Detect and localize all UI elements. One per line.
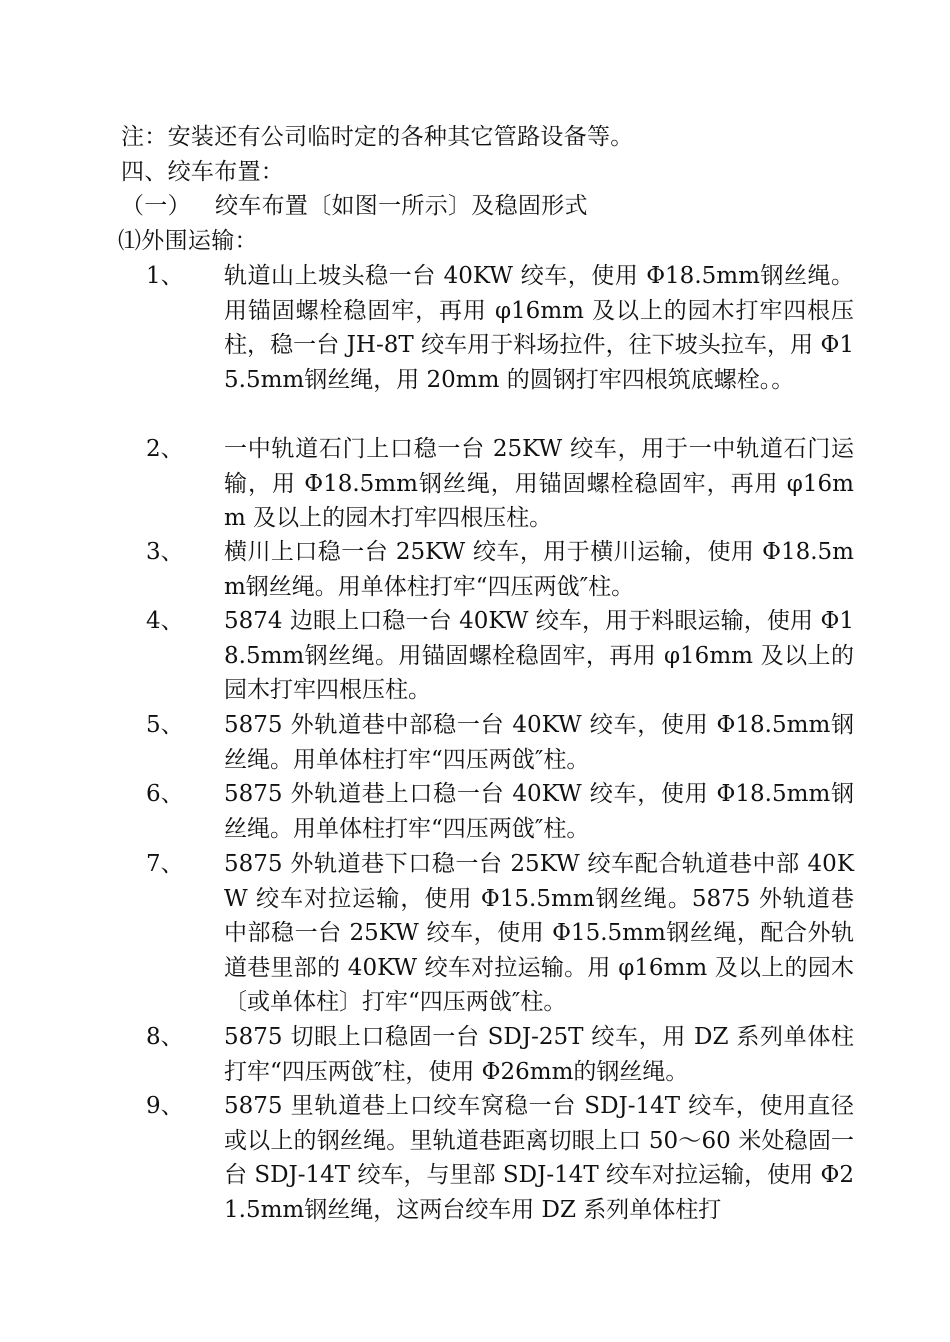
- subsection-heading: [121, 189, 588, 223]
- list-item-text: 5875 切眼上口稳固一台 SDJ-25T 绞车，用 DZ 系列单体柱打牢“四压两戗″柱，使用 Φ26mm的钢丝绳。: [224, 1024, 854, 1085]
- list-item-text: 横川上口稳一台 25KW 绞车，用于横川运输，使用 Φ18.5mm钢丝绳。用单体柱打牢“四压两戗″柱。: [224, 539, 854, 600]
- subsection-label: （一）: [121, 193, 191, 219]
- list-item-text: 轨道山上坡头稳一台 40KW 绞车，使用 Φ18.5mm钢丝绳。用锚固螺栓稳固牢，再用 φ16mm 及以上的园木打牢四根压柱，稳一台 JH-8T 绞车用于料场拉件，往下坡头拉车，用 Φ15.5mm钢丝绳，用 20mm 的圆钢打牢四根筑底螺栓。。: [224, 263, 854, 393]
- list-item-text: 一中轨道石门上口稳一台 25KW 绞车，用于一中轨道石门运输，用 Φ18.5mm钢丝绳，用锚固螺栓稳固牢，再用 φ16mm 及以上的园木打牢四根压柱。: [224, 436, 854, 532]
- list-item-text: 5875 外轨道巷中部稳一台 40KW 绞车，使用 Φ18.5mm钢丝绳。用单体柱打牢“四压两戗″柱。: [224, 712, 854, 773]
- list-item-text: 5875 里轨道巷上口绞车窝稳一台 SDJ-14T 绞车，使用直径或以上的钢丝绳。里轨道巷距离切眼上口 50～60 米处稳固一台 SDJ-14T 绞车，与里部 SDJ-14T 绞车对拉运输，使用 Φ21.5mm钢丝绳，这两台绞车用 DZ 系列单体柱打: [224, 1093, 854, 1223]
- list-item-number: 7、: [146, 851, 184, 877]
- list-item-number: 4、: [146, 608, 184, 634]
- section-heading: 四、绞车布置：: [121, 159, 285, 185]
- subsubsection-heading: ⑴外围运输：: [118, 228, 258, 254]
- list-item-number: 8、: [146, 1024, 184, 1050]
- list-item-text: 5874 边眼上口稳一台 40KW 绞车，用于料眼运输，使用 Φ18.5mm钢丝绳。用锚固螺栓稳固牢，再用 φ16mm 及以上的园木打牢四根压柱。: [224, 608, 854, 704]
- list-item-text: 5875 外轨道巷下口稳一台 25KW 绞车配合轨道巷中部 40KW 绞车对拉运输，使用 Φ15.5mm钢丝绳。5875 外轨道巷中部稳一台 25KW 绞车，使用 Φ15.5mm钢丝绳，配合外轨道巷里部的 40KW 绞车对拉运输。用 φ16mm 及以上的园木〔或单体柱〕打牢“四压两戗″柱。: [224, 851, 854, 1016]
- list-item-number: 3、: [146, 539, 184, 565]
- note-text: 注：安装还有公司临时定的各种其它管路设备等。: [121, 124, 634, 150]
- list-item-number: 9、: [146, 1093, 184, 1119]
- list-item-number: 6、: [146, 781, 184, 807]
- subsection-title: 绞车布置〔如图一所示〕及稳固形式: [215, 193, 588, 219]
- list-item-text: 5875 外轨道巷上口稳一台 40KW 绞车，使用 Φ18.5mm钢丝绳。用单体柱打牢“四压两戗″柱。: [224, 781, 854, 842]
- list-item-number: 2、: [146, 436, 184, 462]
- list-item-number: 5、: [146, 712, 184, 738]
- list-item-number: 1、: [146, 263, 184, 289]
